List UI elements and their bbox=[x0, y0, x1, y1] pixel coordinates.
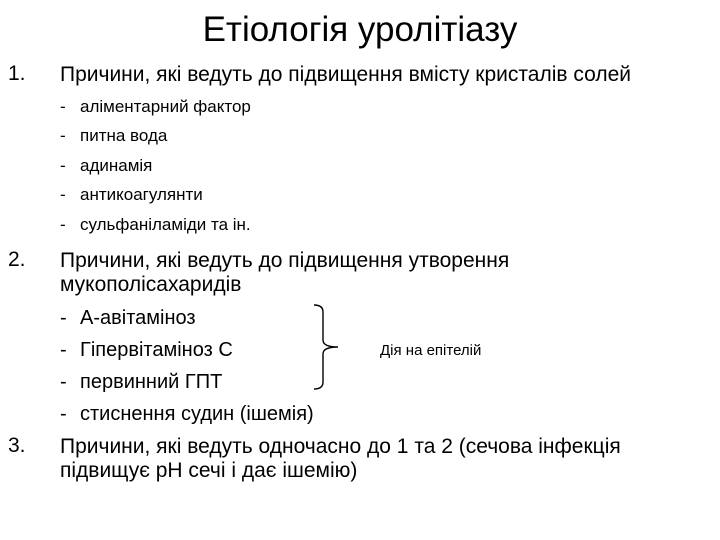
item-2-sub-3: первинний ГПТ bbox=[80, 371, 223, 393]
item-2-text-line-2: мукополісахаридів bbox=[60, 273, 242, 296]
brace-annotation: Дія на епітелій bbox=[380, 342, 482, 359]
item-1-sub-4-dash: - bbox=[60, 185, 66, 204]
item-2-sub-4-dash: - bbox=[60, 403, 67, 425]
item-1-sub-3: адинамія bbox=[80, 156, 153, 175]
item-2-number: 2. bbox=[8, 248, 26, 271]
item-2-sub-2-dash: - bbox=[60, 339, 67, 361]
slide-title: Етіологія уролітіазу bbox=[202, 10, 518, 49]
item-2-text-line-1: Причини, які ведуть до підвищення утворення bbox=[60, 249, 510, 272]
item-1-sub-5: сульфаніламіди та ін. bbox=[80, 215, 251, 234]
item-1-sub-2-dash: - bbox=[60, 126, 66, 145]
item-3-number: 3. bbox=[8, 434, 26, 457]
item-2-sub-3-dash: - bbox=[60, 371, 67, 393]
item-3-text-line-2: підвищує pH сечі і дає ішемію) bbox=[60, 459, 358, 482]
item-3-text-line-1: Причини, які ведуть одночасно до 1 та 2 (сечова інфекція bbox=[60, 435, 621, 458]
item-2-sub-4: стиснення судин (ішемія) bbox=[80, 403, 314, 425]
item-2-sub-1-dash: - bbox=[60, 307, 67, 329]
item-1-text: Причини, які ведуть до підвищення вмісту кристалів солей bbox=[60, 63, 631, 86]
item-1-sub-1: аліментарний фактор bbox=[80, 97, 251, 116]
item-1-sub-3-dash: - bbox=[60, 156, 66, 175]
right-brace-icon bbox=[314, 304, 340, 390]
item-2-sub-2: Гіпервітаміноз С bbox=[80, 339, 233, 361]
item-1-number: 1. bbox=[8, 62, 26, 85]
item-2-sub-1: А-авітаміноз bbox=[80, 307, 196, 329]
item-1-sub-5-dash: - bbox=[60, 215, 66, 234]
item-1-sub-2: питна вода bbox=[80, 126, 168, 145]
item-1-sub-1-dash: - bbox=[60, 97, 66, 116]
item-1-sub-4: антикоагулянти bbox=[80, 185, 203, 204]
